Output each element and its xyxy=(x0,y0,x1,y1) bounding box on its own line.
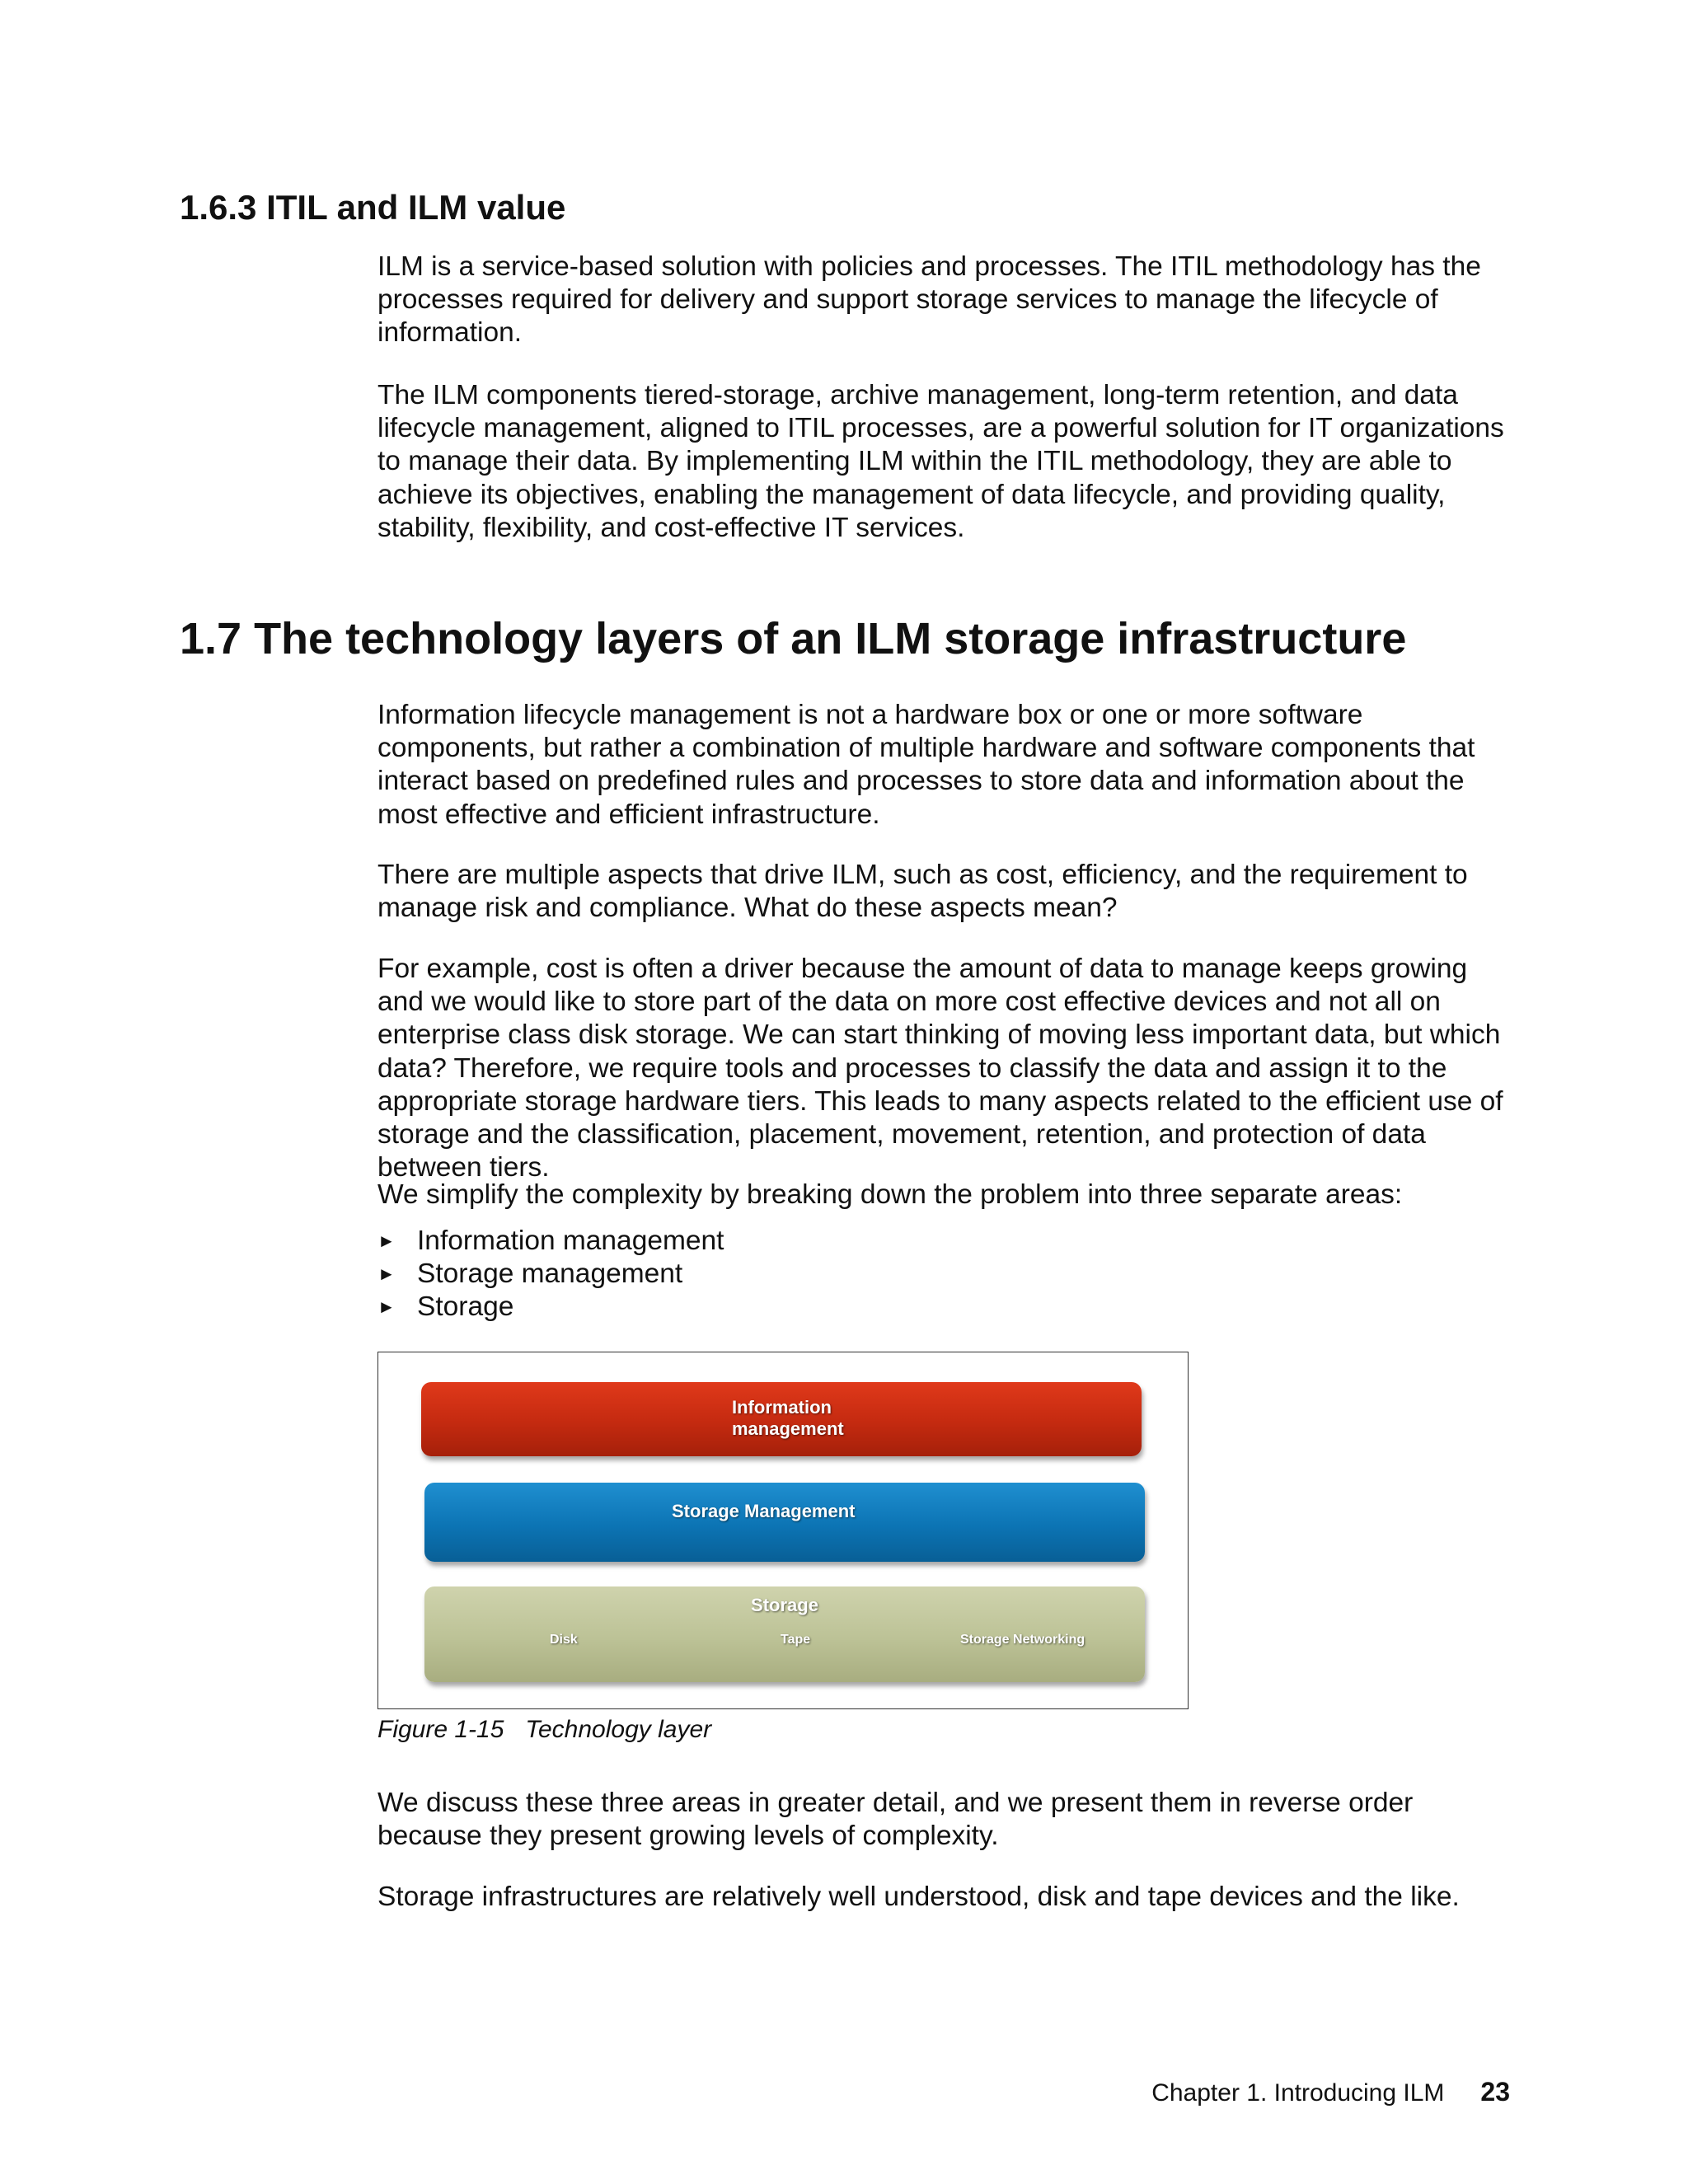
storage-management-label: Storage Management xyxy=(672,1501,856,1521)
storage-label: Storage xyxy=(751,1595,818,1615)
storage-management-layer xyxy=(424,1483,1145,1562)
section-heading-1-6-3: 1.6.3 ITIL and ILM value xyxy=(180,188,566,227)
paragraph-itil-intro: ILM is a service-based solution with policies and processes. The ITIL methodology has the processes required for delivery and support storage services to manage the lifecycle of information. xyxy=(377,251,1481,349)
figure-caption-text: Technology layer xyxy=(525,1716,712,1743)
figure-caption xyxy=(377,1716,711,1744)
page-number: 23 xyxy=(1480,2077,1510,2107)
paragraph-three-areas: We simplify the complexity by breaking down the problem into three separate areas: xyxy=(377,1179,1403,1210)
storage-networking-label: Storage Networking xyxy=(960,1633,1085,1647)
paragraph-cost-example: For example, cost is often a driver because the amount of data to manage keeps growing and we would like to store part of the data on more cost effective devices and not all on enterprise class disk storage. We can start thinking of moving less important data, but which data? Therefore, we require tools and processes to classify the data and assign it to the appropriate storage hardware tiers. This leads to many aspects related to the efficient use of storage and the classification, placement, movement, retention, and protection of data between tiers. xyxy=(377,954,1503,1183)
information-management-label: Information management xyxy=(732,1397,844,1439)
information-management-layer xyxy=(421,1382,1142,1456)
disk-label: Disk xyxy=(550,1633,578,1647)
bullet-arrow-icon: ► xyxy=(377,1296,396,1318)
list-item-label: Storage management xyxy=(417,1258,683,1290)
list-item xyxy=(377,1258,724,1291)
list-item xyxy=(377,1291,724,1324)
tape-label: Tape xyxy=(781,1633,811,1647)
paragraph-ilm-aspects: There are multiple aspects that drive ILM, such as cost, efficiency, and the requirement to manage risk and compliance. What do these aspects mean? xyxy=(377,860,1468,924)
storage-layer xyxy=(424,1586,1145,1682)
areas-bullet-list xyxy=(377,1225,724,1324)
list-item xyxy=(377,1225,724,1258)
bullet-arrow-icon: ► xyxy=(377,1230,396,1251)
section-heading-1-7: 1.7 The technology layers of an ILM storage infrastructure xyxy=(180,614,1407,663)
bullet-arrow-icon: ► xyxy=(377,1263,396,1285)
list-item-label: Information management xyxy=(417,1226,724,1256)
paragraph-ilm-components: The ILM components tiered-storage, archive management, long-term retention, and data lifecycle management, aligned to ITIL processes, are a powerful solution for IT organizations to manage their data. By implementing ILM within the ITIL methodology, they are able to achieve its objectives, enabling the management of data lifecycle, and providing quality, stability, flexibility, and cost-effective IT services. xyxy=(377,380,1504,543)
technology-layer-figure xyxy=(377,1352,1189,1709)
page-footer xyxy=(1151,2077,1510,2107)
paragraph-reverse-order: We discuss these three areas in greater detail, and we present them in reverse order because they present growing levels of complexity. xyxy=(377,1788,1414,1852)
list-item-label: Storage xyxy=(417,1291,514,1323)
paragraph-ilm-definition: Information lifecycle management is not a hardware box or one or more software components, but rather a combination of multiple hardware and software components that interact based on predefined rules and processes to store data and information about the most effective and efficient infrastructure. xyxy=(377,700,1475,830)
figure-caption-label: Figure 1-15 xyxy=(377,1716,504,1743)
paragraph-storage-infrastructure: Storage infrastructures are relatively well understood, disk and tape devices and the like. xyxy=(377,1882,1460,1912)
chapter-title: Chapter 1. Introducing ILM xyxy=(1151,2079,1445,2107)
